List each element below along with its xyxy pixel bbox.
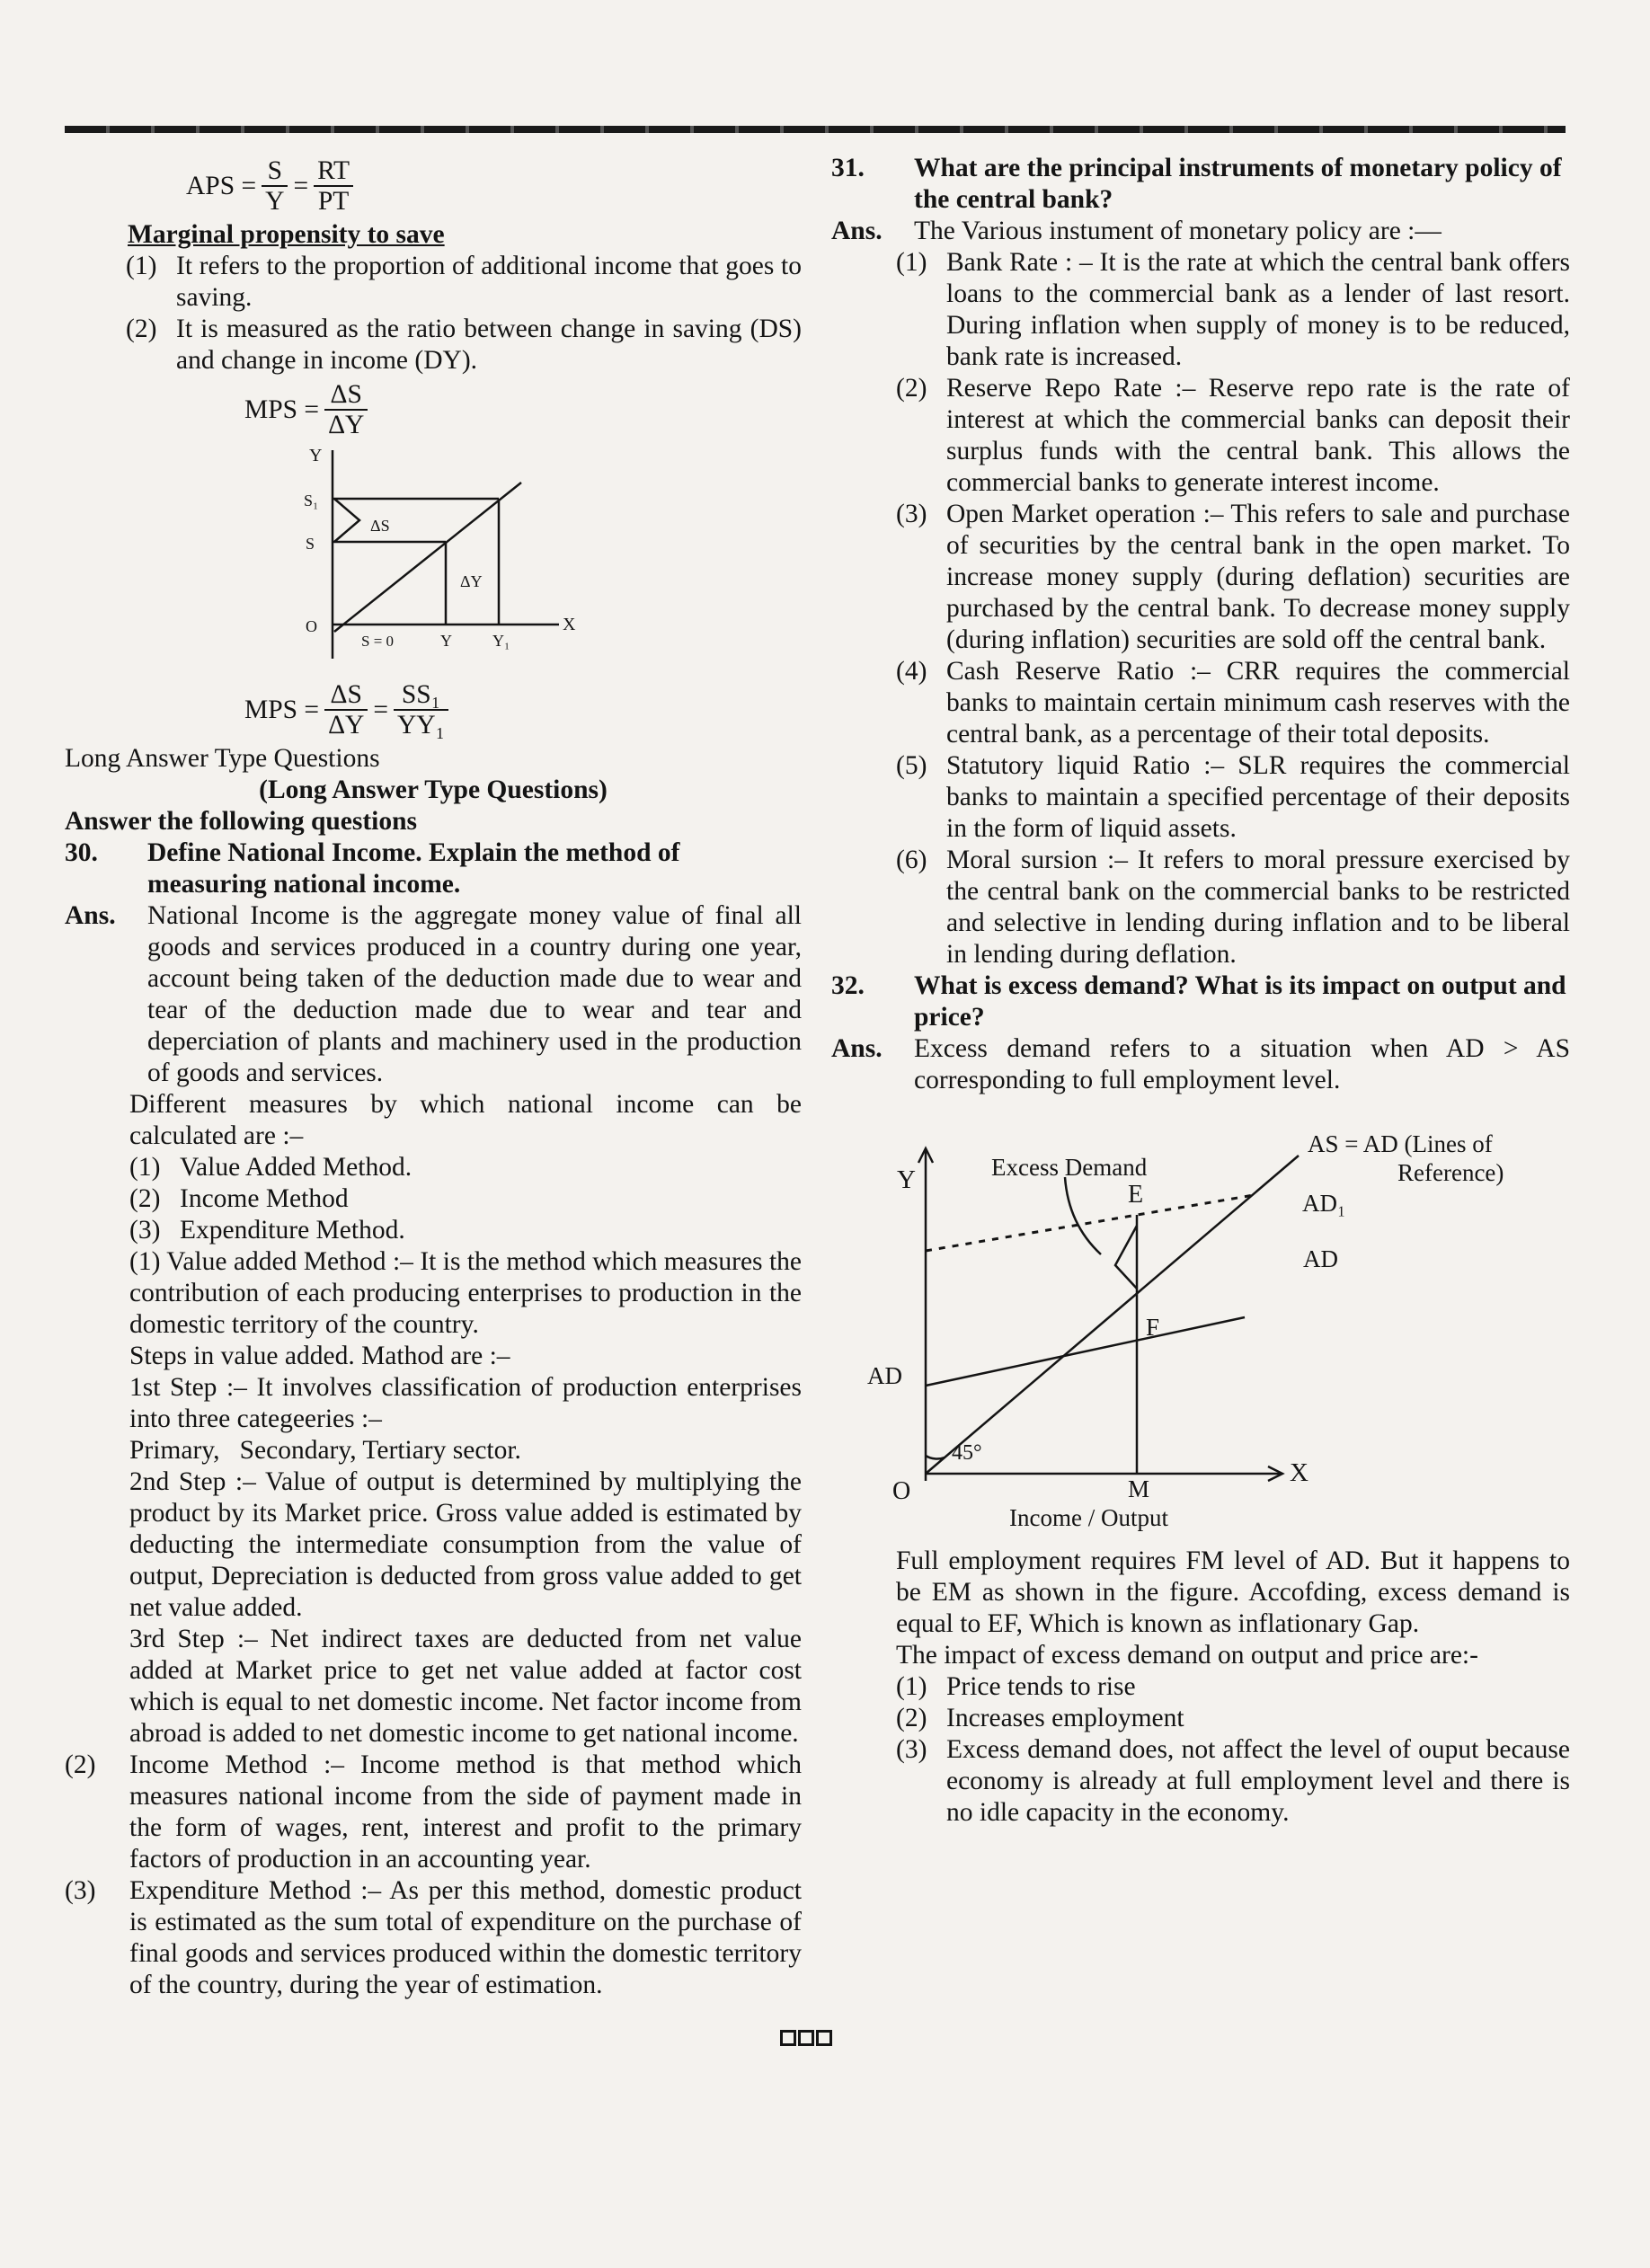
list-item (896, 656, 1570, 750)
label-ad-right: AD (1303, 1245, 1338, 1272)
mps-den: ΔY (328, 411, 365, 439)
label-as-ad: AS = AD (Lines of (1308, 1130, 1493, 1157)
answer-label: Ans. (831, 217, 883, 245)
answer-text: Excess demand refers to a situation when AD > AS corresponding to full employment level. (914, 1034, 1570, 1094)
question-31 (831, 153, 1570, 216)
mps2-num: ΔS (324, 680, 368, 711)
graph-label-s1: S₁ (304, 492, 319, 509)
label-x: X (1290, 1458, 1308, 1487)
list-item (896, 247, 1570, 373)
item-number: (2) (129, 1184, 161, 1213)
label-angle: 45° (952, 1441, 982, 1465)
answer-intro: The Various instument of monetary policy are :— (914, 217, 1442, 245)
left-column (65, 153, 802, 2001)
item-text: It refers to the proportion of additional income that goes to saving. (176, 252, 802, 312)
label-reference: Reference) (1397, 1159, 1504, 1186)
mps2-fraction-2 (394, 680, 448, 740)
section-title: Long Answer Type Questions (65, 744, 380, 773)
answer-30 (65, 900, 802, 1089)
ad-line (926, 1317, 1245, 1386)
item-number: (4) (896, 657, 927, 686)
gap-brace (1115, 1226, 1137, 1289)
q32-paragraph: Full employment requires FM level of AD. But it happens to be EM as shown in the figure. Accofding, excess demand is equal to EF, Which is known as inflationary Gap. (896, 1546, 1570, 1638)
steps-intro: Steps in value added. Mathod are :– (129, 1342, 510, 1370)
aps-fraction-1 (262, 156, 288, 216)
answer-32 (831, 1033, 1570, 1096)
mps2-fraction-1 (324, 680, 368, 740)
item-text: Value Added Method. (180, 1153, 412, 1182)
item-number: (2) (896, 1704, 927, 1732)
aps-frac1-num: S (262, 156, 288, 187)
question-text: What are the principal instruments of monetary policy of the central bank? (914, 154, 1562, 214)
graph-label-s0: S = 0 (361, 633, 395, 650)
q31-points (831, 247, 1570, 970)
top-rule (65, 126, 1566, 133)
aps-frac2-num: RT (314, 156, 353, 187)
graph-label-origin: O (306, 617, 317, 635)
right-column (831, 153, 1570, 1829)
list-item (896, 845, 1570, 970)
graph-label-x: X (563, 615, 576, 634)
item-number: (1) (126, 252, 157, 280)
item-number: (6) (896, 846, 927, 874)
label-excess-demand: Excess Demand (991, 1154, 1148, 1181)
graph-label-s: S (306, 535, 315, 553)
item-number: (2) (126, 315, 157, 343)
question-text: What is excess demand? What is its impact on output and price? (914, 971, 1566, 1032)
aps-formula (65, 153, 802, 219)
item-text: Price tends to rise (946, 1672, 1136, 1701)
answer-text: National Income is the aggregate money value of final all goods and services produced in a country during one year, account being taken of the deduction made due to wear and tear of the deduction made due to wear and tear and deperciation of plants and machinery used in the production of goods and services. (147, 901, 802, 1087)
delta-s-brace (334, 499, 359, 542)
list-item (896, 750, 1570, 845)
list-item (126, 314, 802, 377)
item-text: Open Market operation :– This refers to sale and purchase of securities by the central bank in the open market. To increase money supply (during deflation) securities are purchased by the central bank. To decrease money supply (during inflation) securities are sold off the central bank. (946, 500, 1570, 654)
answer-31 (831, 216, 1570, 247)
graph-label-y-income: Y (440, 632, 452, 650)
end-marker-box (780, 2030, 796, 2046)
item-number: (3) (129, 1216, 161, 1245)
item-number: (2) (65, 1750, 96, 1779)
label-f: F (1146, 1314, 1160, 1341)
item-number: (3) (896, 500, 927, 528)
graph-label-delta-s: ΔS (370, 517, 390, 535)
equals-sign: = (293, 171, 309, 200)
item-text: Statutory liquid Ratio :– SLR requires the commercial banks to maintain a specified percentage of their deposits in the form of liquid assets. (946, 751, 1570, 843)
section-subtitle: (Long Answer Type Questions) (259, 775, 608, 804)
mps-points (65, 251, 802, 377)
question-number: 31. (831, 154, 865, 182)
saving-line (334, 483, 521, 632)
list-item (896, 1671, 1570, 1703)
label-m: M (1128, 1475, 1150, 1502)
aps-fraction-2 (314, 156, 353, 216)
list-item (129, 1152, 802, 1183)
item-text: Reserve Repo Rate :– Reserve repo rate is the rate of interest at which the commercial banks can deposit their surplus funds with the central bank. This allows the commercial banks to generate interest income. (946, 374, 1570, 497)
answer-label: Ans. (831, 1034, 883, 1063)
item-text: Income Method (180, 1184, 349, 1213)
item-number: (5) (896, 751, 927, 780)
mps-formula-2 (65, 677, 802, 743)
list-item-income-method (65, 1750, 802, 1875)
list-item (129, 1183, 802, 1215)
step-1: 1st Step :– It involves classification of production enterprises into three categeeries :– (129, 1373, 802, 1433)
item-text: Expenditure Method :– As per this method, domestic product is estimated as the sum total of expenditure on the purchase of final goods and services produced within the domestic territory of the country, during the year of estimation. (129, 1876, 802, 1999)
label-origin: O (892, 1477, 911, 1505)
item-number: (3) (65, 1876, 96, 1905)
instruction: Answer the following questions (65, 807, 418, 836)
sectors-line: Primary, Secondary, Tertiary sector. (129, 1436, 521, 1465)
mps-num: ΔS (324, 380, 368, 411)
graph-label-delta-y: ΔY (460, 572, 483, 590)
mps-formula (65, 377, 802, 443)
item-text: It is measured as the ratio between change in saving (DS) and change in income (DY). (176, 315, 802, 375)
value-added-paragraph: (1) Value added Method :– It is the method which measures the contribution of each producing enterprises to production in the domestic territory of the country. (129, 1247, 802, 1339)
measures-intro: Different measures by which national income can be calculated are :– (129, 1090, 802, 1150)
question-number: 30. (65, 838, 98, 867)
graph-label-y: Y (309, 446, 323, 465)
item-text: Income Method :– Income method is that method which measures national income from the side of payment made in the form of wages, rent, interest and profit to the primary factors of production in an accounting year. (129, 1750, 802, 1874)
list-item (126, 251, 802, 314)
mps2-den2: YY₁ (396, 711, 445, 740)
end-marker-box (798, 2030, 814, 2046)
list-item (896, 499, 1570, 656)
impact-intro: The impact of excess demand on output and price are:- (896, 1641, 1478, 1670)
list-item (129, 1215, 802, 1246)
item-number: (2) (896, 374, 927, 403)
item-text: Cash Reserve Ratio :– CRR requires the commercial banks to maintain certain minimum cash reserves with the central bank, as a percentage of their total deposits. (946, 657, 1570, 749)
step-2: 2nd Step :– Value of output is determined by multiplying the product by its Market price. Gross value added is estimated by deducting the intermediate consumption from the value of output, Depreciation is deducted from gross value added to get net value added. (129, 1467, 802, 1622)
label-ad1: AD₁ (1302, 1190, 1346, 1217)
step-3: 3rd Step :– Net indirect taxes are deducted from net value added at Market price to get net value added at factor cost which is equal to net domestic income. Net factor income from abroad is added to net domestic income to get national income. (129, 1625, 802, 1748)
item-text: Moral sursion :– It refers to moral pressure exercised by the central bank on the commercial banks to be restricted and selective in lending during inflation and to be liberal in lending during deflation. (946, 846, 1570, 969)
question-30 (65, 837, 802, 900)
aps-frac2-den: PT (317, 187, 350, 216)
question-32 (831, 970, 1570, 1033)
mps-diagram (65, 443, 802, 677)
measures-block (65, 1089, 802, 1750)
question-text: Define National Income. Explain the method of measuring national income. (147, 838, 680, 899)
item-number: (1) (896, 1672, 927, 1701)
list-item (896, 1734, 1570, 1829)
mps2-den: ΔY (328, 711, 365, 740)
graph-label-y1: Y₁ (492, 632, 510, 650)
list-item (896, 373, 1570, 499)
label-ad-left: AD (867, 1362, 902, 1389)
excess-demand-diagram (831, 1096, 1570, 1546)
angle-arc (926, 1456, 945, 1459)
aps-label: APS = (186, 171, 257, 200)
list-item-expenditure-method (65, 1875, 802, 2001)
excess-demand-arrow (1065, 1177, 1101, 1254)
item-number: (1) (129, 1153, 161, 1182)
equals-sign: = (373, 695, 388, 724)
item-text: Expenditure Method. (180, 1216, 405, 1245)
as-ad-45-line (926, 1156, 1299, 1474)
aps-frac1-den: Y (265, 187, 285, 216)
label-income-output: Income / Output (1009, 1504, 1168, 1531)
end-marker-box (816, 2030, 832, 2046)
q32-explanation (831, 1546, 1570, 1829)
question-number: 32. (831, 971, 865, 1000)
answer-label: Ans. (65, 901, 116, 930)
mps-heading: Marginal propensity to save (128, 220, 445, 249)
mps-label: MPS = (244, 394, 320, 424)
label-y: Y (897, 1165, 916, 1194)
item-text: Bank Rate : – It is the rate at which the central bank offers loans to the commercial bank as a lender of last resort. During inflation when supply of money is to be reduced, bank rate is increased. (946, 248, 1570, 371)
item-number: (1) (896, 248, 927, 277)
item-text: Increases employment (946, 1704, 1184, 1732)
list-item (896, 1703, 1570, 1734)
item-text: Excess demand does, not affect the level of ouput because economy is already at full employment level and there is no idle capacity in the economy. (946, 1735, 1570, 1827)
end-marker-icon (780, 2030, 832, 2046)
mps2-num2: SS₁ (394, 680, 448, 711)
mps2-label: MPS = (244, 695, 320, 724)
label-e: E (1128, 1181, 1144, 1209)
item-number: (3) (896, 1735, 927, 1764)
mps-fraction (324, 380, 368, 439)
